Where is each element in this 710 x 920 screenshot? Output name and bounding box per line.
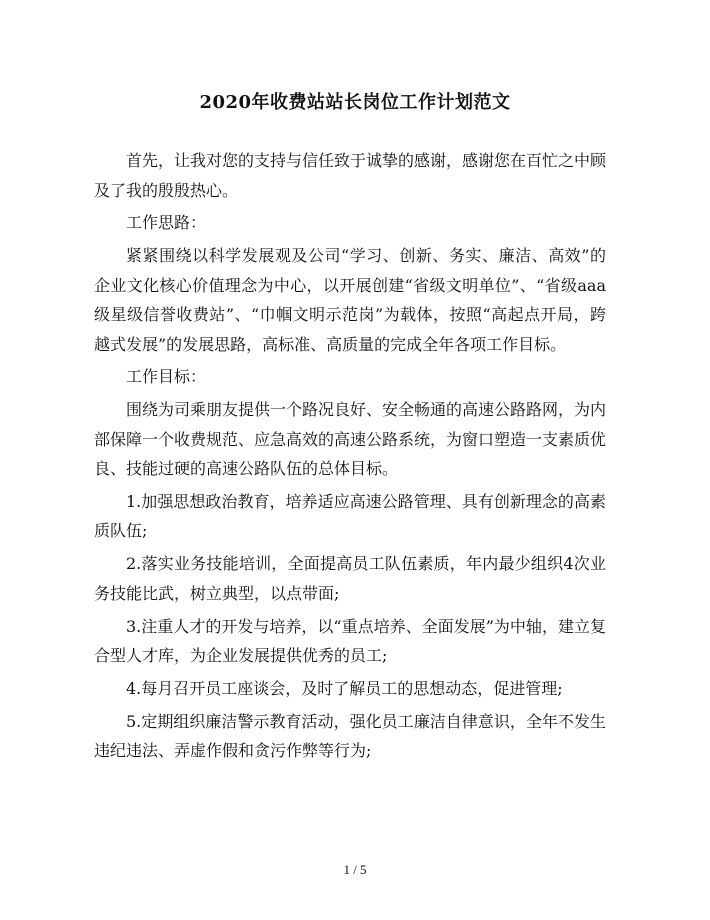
document-body <box>94 146 606 769</box>
paragraph-intro: 首先，让我对您的支持与信任致于诚挚的感谢，感谢您在百忙之中顾及了我的殷殷热心。 <box>94 151 607 200</box>
list-item-2: 2.落实业务技能培训，全面提高员工队伍素质，年内最少组织4次业务技能比武，树立典型，以点带面; <box>94 554 606 603</box>
list-item-5: 5.定期组织廉洁警示教育活动，强化员工廉洁自律意识，全年不发生违纪违法、弄虚作假和贪污作弊等行为; <box>94 711 606 761</box>
heading-work-approach: 工作思路： <box>126 213 207 233</box>
list-item-3: 3.注重人才的开发与培养，以“重点培养、全面发展”为中轴，建立复合型人才库，为企业发展提供优秀的员工; <box>94 616 606 666</box>
heading-work-goals: 工作目标： <box>126 367 207 387</box>
document-title: 2020年收费站站长岗位工作计划范文 <box>199 92 511 113</box>
list-item-4: 4.每月召开员工座谈会，及时了解员工的思想动态，促进管理; <box>126 678 563 698</box>
page-number: 1 / 5 <box>343 862 367 877</box>
paragraph-work-approach: 紧紧围绕以科学发展观及公司“学习、创新、务实、廉洁、高效”的企业文化核心价值理念为中心，以开展创建“省级文明单位”、“省级aaa级星级信誉收费站”、“巾帼文明示范岗”为载体，按照“高起点开局，跨越式发展”的发展思路，高标准、高质量的完成全年各项工作目标。 <box>94 246 606 354</box>
list-item-1: 1.加强思想政治教育，培养适应高速公路管理、具有创新理念的高素质队伍; <box>94 491 606 541</box>
paragraph-work-goals: 围绕为司乘朋友提供一个路况良好、安全畅通的高速公路路网，为内部保障一个收费规范、应急高效的高速公路系统，为窗口塑造一支素质优良、技能过硬的高速公路队伍的总体目标。 <box>94 400 607 479</box>
